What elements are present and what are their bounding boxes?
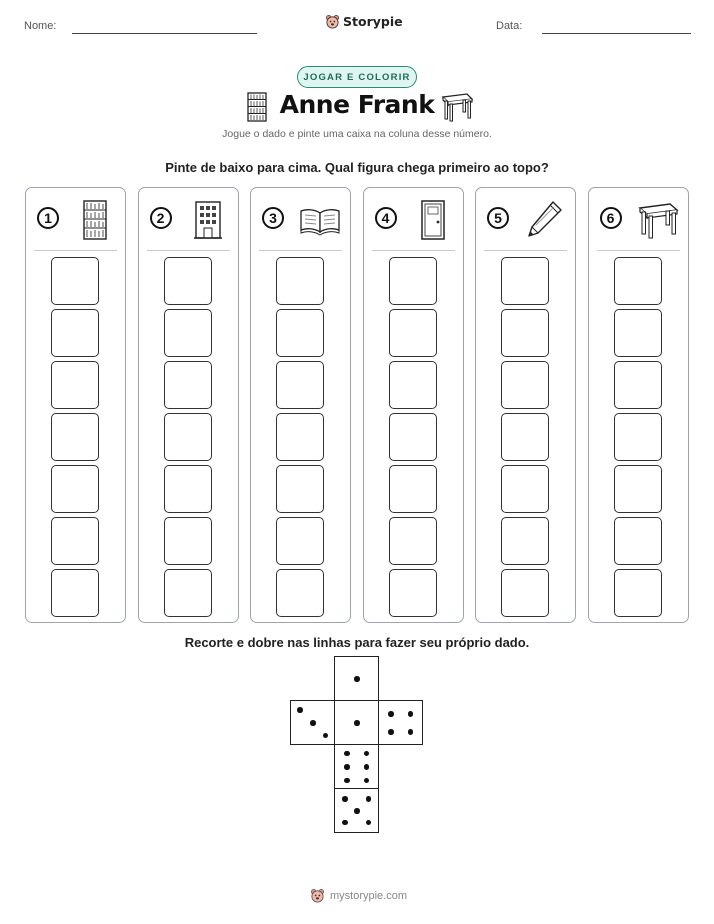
- color-box[interactable]: [389, 517, 437, 565]
- color-box[interactable]: [276, 465, 324, 513]
- column-6: [588, 187, 689, 623]
- footer-url: mystorypie.com: [330, 889, 408, 902]
- footer: [310, 888, 407, 903]
- color-box[interactable]: [614, 257, 662, 305]
- color-box[interactable]: [389, 361, 437, 409]
- page-title: Anne Frank: [279, 90, 435, 119]
- die-pip: [342, 820, 348, 826]
- color-box[interactable]: [614, 465, 662, 513]
- column-header: [476, 188, 575, 250]
- color-box[interactable]: [276, 517, 324, 565]
- die-pip: [354, 808, 360, 814]
- die-pip: [408, 729, 414, 735]
- instruction-top: Pinte de baixo para cima. Qual figura chega primeiro ao topo?: [165, 160, 549, 175]
- logo-text: Storypie: [343, 14, 403, 29]
- die-face-1: [334, 656, 379, 701]
- column-header: [589, 188, 688, 250]
- color-box[interactable]: [51, 361, 99, 409]
- die-pip: [364, 751, 370, 757]
- die-pip: [297, 707, 303, 713]
- color-box[interactable]: [501, 257, 549, 305]
- die-pip: [344, 751, 350, 757]
- bookshelf-icon: [73, 198, 117, 242]
- column-divider: [34, 250, 117, 251]
- date-label: Data:: [496, 20, 523, 32]
- building-icon: [186, 198, 230, 242]
- name-label: Nome:: [24, 20, 57, 32]
- color-box[interactable]: [51, 413, 99, 461]
- column-header: [26, 188, 125, 250]
- color-box[interactable]: [501, 309, 549, 357]
- stool-icon: [636, 198, 680, 242]
- color-box[interactable]: [501, 361, 549, 409]
- color-box[interactable]: [51, 257, 99, 305]
- instruction-bottom: Recorte e dobre nas linhas para fazer seu próprio dado.: [184, 635, 530, 650]
- color-box[interactable]: [51, 309, 99, 357]
- color-box[interactable]: [389, 569, 437, 617]
- column-number: 2: [150, 207, 172, 229]
- column-header: [139, 188, 238, 250]
- column-number: 3: [262, 207, 284, 229]
- column-2: [138, 187, 239, 623]
- color-box[interactable]: [164, 361, 212, 409]
- die-pip: [364, 778, 370, 784]
- die-pip: [342, 796, 348, 802]
- column-header: [251, 188, 350, 250]
- color-box[interactable]: [614, 413, 662, 461]
- column-3: [250, 187, 351, 623]
- color-box[interactable]: [501, 465, 549, 513]
- die-pip: [344, 764, 350, 770]
- color-box[interactable]: [501, 569, 549, 617]
- column-5: [475, 187, 576, 623]
- stool-title-icon: [440, 92, 474, 122]
- color-box[interactable]: [614, 517, 662, 565]
- column-number: 4: [375, 207, 397, 229]
- column-number: 6: [600, 207, 622, 229]
- color-box[interactable]: [389, 257, 437, 305]
- die-face-5: [334, 788, 379, 833]
- color-box[interactable]: [614, 361, 662, 409]
- color-box[interactable]: [276, 361, 324, 409]
- column-4: [363, 187, 464, 623]
- name-line[interactable]: [72, 33, 257, 34]
- die-pip: [388, 711, 394, 717]
- open-book-icon: [298, 198, 342, 242]
- color-box[interactable]: [389, 465, 437, 513]
- die-pip: [366, 820, 372, 826]
- color-box[interactable]: [164, 465, 212, 513]
- door-icon: [411, 198, 455, 242]
- pencil-icon: [523, 198, 567, 242]
- color-box[interactable]: [501, 413, 549, 461]
- color-box[interactable]: [614, 569, 662, 617]
- color-box[interactable]: [164, 569, 212, 617]
- die-face-1: [334, 700, 379, 745]
- die-pip: [323, 733, 329, 739]
- color-box[interactable]: [276, 309, 324, 357]
- color-box[interactable]: [164, 257, 212, 305]
- die-face-6: [334, 744, 379, 789]
- color-box[interactable]: [51, 569, 99, 617]
- color-box[interactable]: [51, 465, 99, 513]
- die-pip: [388, 729, 394, 735]
- die-pip: [344, 778, 350, 784]
- die-pip: [310, 720, 316, 726]
- storypie-logo: [325, 14, 403, 29]
- column-number: 1: [37, 207, 59, 229]
- color-box[interactable]: [389, 413, 437, 461]
- date-line[interactable]: [542, 33, 691, 34]
- die-pip: [366, 796, 372, 802]
- activity-badge: JOGAR E COLORIR: [297, 66, 417, 88]
- color-box[interactable]: [164, 413, 212, 461]
- column-divider: [147, 250, 230, 251]
- column-divider: [259, 250, 342, 251]
- color-box[interactable]: [501, 517, 549, 565]
- die-pip: [354, 676, 360, 682]
- page-subtitle: Jogue o dado e pinte uma caixa na coluna desse número.: [222, 128, 492, 140]
- storypie-bear-icon: [325, 14, 340, 29]
- color-box[interactable]: [614, 309, 662, 357]
- column-number: 5: [487, 207, 509, 229]
- die-face-4: [378, 700, 423, 745]
- die-pip: [354, 720, 360, 726]
- storypie-bear-icon: [310, 888, 325, 903]
- color-box[interactable]: [276, 569, 324, 617]
- die-face-3: [290, 700, 335, 745]
- color-box[interactable]: [51, 517, 99, 565]
- column-1: [25, 187, 126, 623]
- column-divider: [484, 250, 567, 251]
- color-box[interactable]: [276, 257, 324, 305]
- color-box[interactable]: [164, 309, 212, 357]
- color-box[interactable]: [164, 517, 212, 565]
- column-header: [364, 188, 463, 250]
- color-box[interactable]: [276, 413, 324, 461]
- color-box[interactable]: [389, 309, 437, 357]
- die-pip: [364, 764, 370, 770]
- column-divider: [372, 250, 455, 251]
- die-pip: [408, 711, 414, 717]
- column-divider: [597, 250, 680, 251]
